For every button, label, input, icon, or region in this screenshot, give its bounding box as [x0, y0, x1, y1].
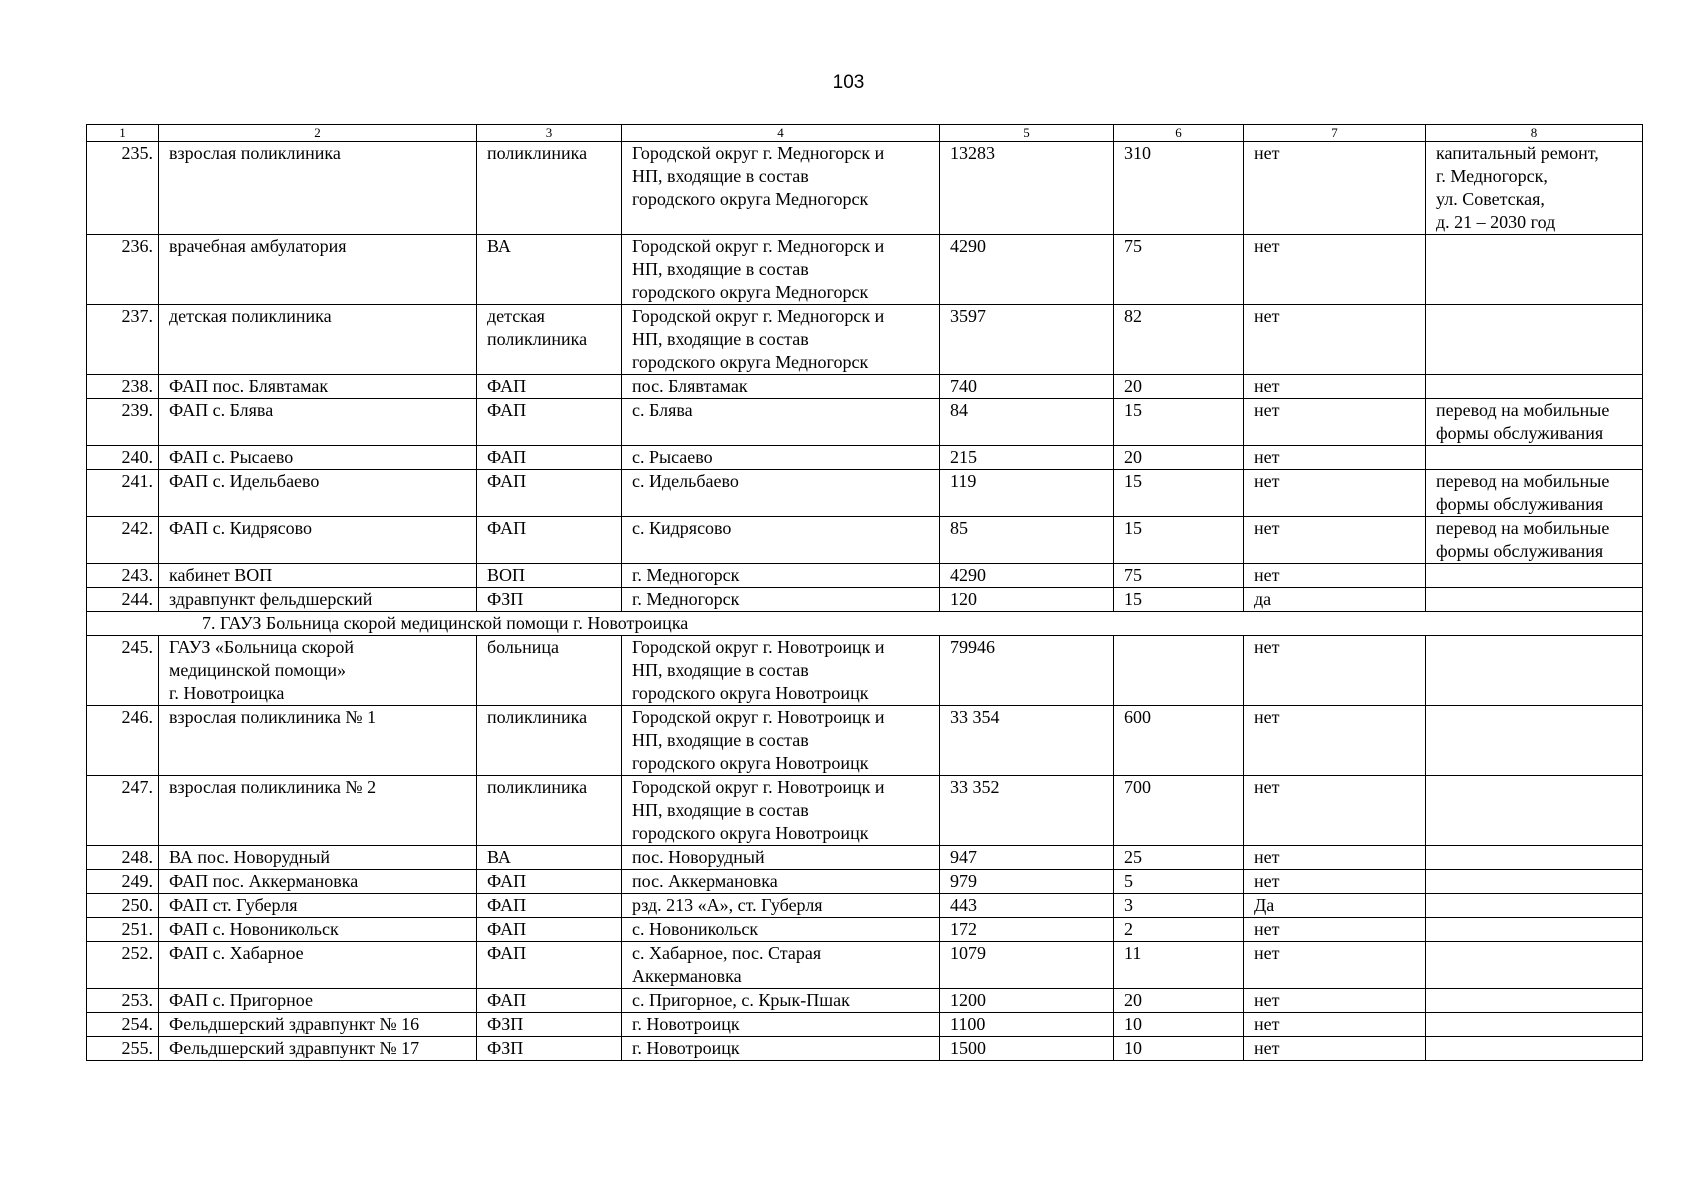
facility-name-line: детская поликлиника	[169, 306, 332, 326]
facility-type-line: ФАП	[487, 400, 527, 420]
facility-type	[477, 870, 622, 894]
column-7-value: нет	[1244, 776, 1426, 846]
column-7-value: нет	[1244, 870, 1426, 894]
column-number: 4	[622, 125, 940, 142]
column-6-value: 20	[1114, 375, 1244, 399]
table-row	[87, 918, 1643, 942]
table-row	[87, 470, 1643, 517]
facility-name-line: г. Новотроицка	[169, 683, 285, 703]
service-area-line: пос. Новорудный	[632, 847, 765, 867]
facility-name	[159, 989, 477, 1013]
column-number: 8	[1426, 125, 1643, 142]
facility-type-line: ФАП	[487, 943, 527, 963]
facility-type	[477, 470, 622, 517]
column-7-value: нет	[1244, 517, 1426, 564]
column-7-value: нет	[1244, 942, 1426, 989]
column-number-header	[87, 125, 1643, 142]
facility-type-line: ФАП	[487, 376, 527, 396]
facility-type	[477, 918, 622, 942]
service-area	[622, 776, 940, 846]
row-number: 242.	[87, 517, 159, 564]
service-area	[622, 375, 940, 399]
service-area-line: городского округа Медногорск	[632, 282, 869, 302]
facility-name-line: ФАП с. Рысаево	[169, 447, 294, 467]
service-area-line: Городской округ г. Новотроицк и	[632, 637, 885, 657]
service-area	[622, 399, 940, 446]
facility-type	[477, 846, 622, 870]
facility-name	[159, 636, 477, 706]
column-5-value: 1500	[940, 1037, 1114, 1061]
service-area-line: городского округа Новотроицк	[632, 683, 869, 703]
facility-type-line: ФАП	[487, 919, 527, 939]
service-area-line: Городской округ г. Медногорск и	[632, 306, 885, 326]
facility-type-line: ВА	[487, 236, 511, 256]
row-number: 236.	[87, 235, 159, 305]
facility-name	[159, 588, 477, 612]
facility-name	[159, 517, 477, 564]
column-8-note-line: капитальный ремонт,	[1436, 143, 1599, 163]
column-5-value: 979	[940, 870, 1114, 894]
row-number: 247.	[87, 776, 159, 846]
column-7-value: нет	[1244, 399, 1426, 446]
service-area	[622, 870, 940, 894]
facility-type-line: ФАП	[487, 895, 527, 915]
service-area	[622, 989, 940, 1013]
facility-name	[159, 942, 477, 989]
facility-name	[159, 564, 477, 588]
service-area	[622, 305, 940, 375]
table-row	[87, 399, 1643, 446]
column-6-value: 5	[1114, 870, 1244, 894]
row-number: 246.	[87, 706, 159, 776]
table-row	[87, 846, 1643, 870]
facility-name-line: ФАП с. Идельбаево	[169, 471, 320, 491]
service-area-line: г. Новотроицк	[632, 1038, 740, 1058]
facility-name-line: взрослая поликлиника	[169, 143, 341, 163]
service-area	[622, 470, 940, 517]
row-number: 248.	[87, 846, 159, 870]
service-area	[622, 1013, 940, 1037]
column-5-value: 33 352	[940, 776, 1114, 846]
column-5-value: 1200	[940, 989, 1114, 1013]
section-row	[87, 612, 1643, 636]
column-8-note-line: перевод на мобильные	[1436, 518, 1610, 538]
column-8-note-line: формы обслуживания	[1436, 494, 1604, 514]
service-area	[622, 517, 940, 564]
column-8-note-line: д. 21 – 2030 год	[1436, 212, 1556, 232]
facility-name	[159, 142, 477, 235]
service-area-line: городского округа Новотроицк	[632, 823, 869, 843]
facility-type-line: ФАП	[487, 447, 527, 467]
column-8-note	[1426, 235, 1643, 305]
column-8-note	[1426, 517, 1643, 564]
service-area-line: Городской округ г. Новотроицк и	[632, 777, 885, 797]
column-6-value: 25	[1114, 846, 1244, 870]
table-row	[87, 989, 1643, 1013]
facility-name-line: Фельдшерский здравпункт № 16	[169, 1014, 420, 1034]
column-6-value: 15	[1114, 470, 1244, 517]
column-7-value: да	[1244, 588, 1426, 612]
facility-type	[477, 894, 622, 918]
section-title: 7. ГАУЗ Больница скорой медицинской помощи г. Новотроицка	[87, 612, 1643, 636]
column-5-value: 3597	[940, 305, 1114, 375]
column-7-value: нет	[1244, 846, 1426, 870]
facility-name-line: ФАП пос. Аккермановка	[169, 871, 359, 891]
column-7-value: нет	[1244, 989, 1426, 1013]
table-row	[87, 564, 1643, 588]
column-6-value: 600	[1114, 706, 1244, 776]
facility-type	[477, 235, 622, 305]
row-number: 244.	[87, 588, 159, 612]
row-number: 251.	[87, 918, 159, 942]
facility-name	[159, 235, 477, 305]
service-area	[622, 235, 940, 305]
service-area	[622, 636, 940, 706]
facility-name	[159, 399, 477, 446]
service-area-line: городского округа Медногорск	[632, 352, 869, 372]
column-8-note-line: формы обслуживания	[1436, 541, 1604, 561]
column-8-note-line: формы обслуживания	[1436, 423, 1604, 443]
row-number: 239.	[87, 399, 159, 446]
table-row	[87, 588, 1643, 612]
column-6-value: 10	[1114, 1013, 1244, 1037]
facility-name-line: ФАП с. Блява	[169, 400, 274, 420]
table-row	[87, 517, 1643, 564]
column-8-note	[1426, 446, 1643, 470]
row-number: 255.	[87, 1037, 159, 1061]
service-area-line: с. Идельбаево	[632, 471, 739, 491]
facility-type-line: ФАП	[487, 518, 527, 538]
row-number: 249.	[87, 870, 159, 894]
facility-type	[477, 989, 622, 1013]
row-number: 241.	[87, 470, 159, 517]
facility-name	[159, 446, 477, 470]
facility-type	[477, 942, 622, 989]
column-7-value: нет	[1244, 470, 1426, 517]
column-6-value: 82	[1114, 305, 1244, 375]
facility-name-line: взрослая поликлиника № 1	[169, 707, 377, 727]
column-8-note	[1426, 305, 1643, 375]
column-5-value: 79946	[940, 636, 1114, 706]
table-row	[87, 776, 1643, 846]
column-7-value: нет	[1244, 142, 1426, 235]
column-8-note	[1426, 706, 1643, 776]
column-7-value: нет	[1244, 235, 1426, 305]
facility-type	[477, 564, 622, 588]
column-8-note	[1426, 375, 1643, 399]
column-6-value: 700	[1114, 776, 1244, 846]
column-6-value: 3	[1114, 894, 1244, 918]
facility-name-line: ФАП с. Новоникольск	[169, 919, 339, 939]
service-area-line: с. Блява	[632, 400, 693, 420]
facility-type-line: ВА	[487, 847, 511, 867]
row-number: 250.	[87, 894, 159, 918]
column-6-value: 75	[1114, 235, 1244, 305]
facility-name-line: врачебная амбулатория	[169, 236, 347, 256]
column-8-note	[1426, 399, 1643, 446]
facility-name-line: здравпункт фельдшерский	[169, 589, 373, 609]
facility-type	[477, 776, 622, 846]
column-6-value: 11	[1114, 942, 1244, 989]
table-row	[87, 636, 1643, 706]
facility-name-line: Фельдшерский здравпункт № 17	[169, 1038, 420, 1058]
facility-name-line: ФАП пос. Блявтамак	[169, 376, 329, 396]
service-area-line: НП, входящие в состав	[632, 329, 809, 349]
table-row	[87, 446, 1643, 470]
facility-type-line: поликлиника	[487, 329, 588, 349]
service-area	[622, 846, 940, 870]
column-8-note	[1426, 942, 1643, 989]
service-area-line: пос. Блявтамак	[632, 376, 748, 396]
facility-name-line: ФАП с. Пригорное	[169, 990, 313, 1010]
column-8-note-line: перевод на мобильные	[1436, 471, 1610, 491]
service-area-line: с. Новоникольск	[632, 919, 759, 939]
column-8-note-line: г. Медногорск,	[1436, 166, 1548, 186]
column-5-value: 1100	[940, 1013, 1114, 1037]
facility-type-line: ФАП	[487, 871, 527, 891]
facility-name	[159, 470, 477, 517]
column-5-value: 119	[940, 470, 1114, 517]
column-5-value: 120	[940, 588, 1114, 612]
column-7-value: нет	[1244, 1037, 1426, 1061]
service-area	[622, 706, 940, 776]
column-8-note	[1426, 989, 1643, 1013]
table-row	[87, 1037, 1643, 1061]
facility-type-line: детская	[487, 306, 545, 326]
facility-name-line: медицинской помощи»	[169, 660, 346, 680]
table-row	[87, 235, 1643, 305]
facility-type-line: поликлиника	[487, 143, 588, 163]
column-7-value: нет	[1244, 706, 1426, 776]
table-row	[87, 942, 1643, 989]
service-area-line: НП, входящие в состав	[632, 166, 809, 186]
table-body	[87, 125, 1643, 1061]
column-number: 7	[1244, 125, 1426, 142]
column-number: 5	[940, 125, 1114, 142]
column-5-value: 172	[940, 918, 1114, 942]
facility-type	[477, 375, 622, 399]
service-area-line: с. Рысаево	[632, 447, 713, 467]
column-5-value: 740	[940, 375, 1114, 399]
facility-name	[159, 776, 477, 846]
column-6-value: 15	[1114, 517, 1244, 564]
column-7-value: Да	[1244, 894, 1426, 918]
column-number: 2	[159, 125, 477, 142]
table-row	[87, 1013, 1643, 1037]
service-area	[622, 1037, 940, 1061]
facility-name	[159, 1037, 477, 1061]
column-6-value: 20	[1114, 989, 1244, 1013]
service-area-line: НП, входящие в состав	[632, 259, 809, 279]
row-number: 237.	[87, 305, 159, 375]
column-5-value: 1079	[940, 942, 1114, 989]
column-8-note	[1426, 588, 1643, 612]
facility-type	[477, 399, 622, 446]
facility-type	[477, 636, 622, 706]
column-5-value: 443	[940, 894, 1114, 918]
facility-name-line: ГАУЗ «Больница скорой	[169, 637, 355, 657]
column-number: 3	[477, 125, 622, 142]
column-6-value: 10	[1114, 1037, 1244, 1061]
row-number: 252.	[87, 942, 159, 989]
facility-name	[159, 870, 477, 894]
facility-type	[477, 446, 622, 470]
facility-type-line: ФЗП	[487, 589, 524, 609]
column-7-value: нет	[1244, 636, 1426, 706]
page-number: 103	[832, 72, 865, 93]
column-7-value: нет	[1244, 305, 1426, 375]
service-area-line: Городской округ г. Медногорск и	[632, 236, 885, 256]
table-row	[87, 706, 1643, 776]
service-area-line: с. Пригорное, с. Крык-Пшак	[632, 990, 850, 1010]
facility-type-line: ФЗП	[487, 1014, 524, 1034]
service-area	[622, 894, 940, 918]
row-number: 253.	[87, 989, 159, 1013]
column-8-note	[1426, 846, 1643, 870]
service-area-line: НП, входящие в состав	[632, 730, 809, 750]
column-5-value: 33 354	[940, 706, 1114, 776]
facility-type	[477, 305, 622, 375]
column-8-note-line: ул. Советская,	[1436, 189, 1545, 209]
facility-type-line: поликлиника	[487, 777, 588, 797]
facility-table	[86, 124, 1643, 1061]
column-6-value	[1114, 636, 1244, 706]
facility-name	[159, 846, 477, 870]
column-6-value: 310	[1114, 142, 1244, 235]
facility-type	[477, 517, 622, 564]
row-number: 240.	[87, 446, 159, 470]
facility-type-line: ФАП	[487, 471, 527, 491]
column-8-note	[1426, 142, 1643, 235]
column-number: 6	[1114, 125, 1244, 142]
facility-name-line: взрослая поликлиника № 2	[169, 777, 377, 797]
column-number: 1	[87, 125, 159, 142]
column-6-value: 20	[1114, 446, 1244, 470]
service-area-line: Городской округ г. Медногорск и	[632, 143, 885, 163]
column-8-note	[1426, 636, 1643, 706]
column-6-value: 15	[1114, 588, 1244, 612]
service-area-line: с. Хабарное, пос. Старая	[632, 943, 822, 963]
column-8-note	[1426, 1013, 1643, 1037]
column-8-note	[1426, 776, 1643, 846]
column-8-note	[1426, 870, 1643, 894]
facility-name-line: ФАП с. Хабарное	[169, 943, 304, 963]
service-area-line: г. Медногорск	[632, 565, 740, 585]
service-area	[622, 564, 940, 588]
column-8-note	[1426, 918, 1643, 942]
column-7-value: нет	[1244, 564, 1426, 588]
facility-type-line: ВОП	[487, 565, 526, 585]
column-8-note	[1426, 470, 1643, 517]
facility-type-line: поликлиника	[487, 707, 588, 727]
facility-name	[159, 706, 477, 776]
service-area	[622, 588, 940, 612]
column-7-value: нет	[1244, 375, 1426, 399]
service-area-line: с. Кидрясово	[632, 518, 732, 538]
row-number: 254.	[87, 1013, 159, 1037]
service-area	[622, 918, 940, 942]
column-5-value: 84	[940, 399, 1114, 446]
column-6-value: 75	[1114, 564, 1244, 588]
facility-name-line: кабинет ВОП	[169, 565, 273, 585]
column-8-note-line: перевод на мобильные	[1436, 400, 1610, 420]
facility-name	[159, 305, 477, 375]
row-number: 245.	[87, 636, 159, 706]
column-6-value: 2	[1114, 918, 1244, 942]
facility-name-line: ФАП ст. Губерля	[169, 895, 298, 915]
column-5-value: 85	[940, 517, 1114, 564]
facility-name-line: ВА пос. Новорудный	[169, 847, 330, 867]
facility-name	[159, 375, 477, 399]
row-number: 243.	[87, 564, 159, 588]
service-area	[622, 942, 940, 989]
facility-type-line: ФЗП	[487, 1038, 524, 1058]
service-area-line: НП, входящие в состав	[632, 660, 809, 680]
table-row	[87, 870, 1643, 894]
service-area-line: г. Медногорск	[632, 589, 740, 609]
column-8-note	[1426, 1037, 1643, 1061]
column-5-value: 947	[940, 846, 1114, 870]
facility-type	[477, 706, 622, 776]
column-5-value: 4290	[940, 235, 1114, 305]
facility-type-line: больница	[487, 637, 559, 657]
service-area-line: Городской округ г. Новотроицк и	[632, 707, 885, 727]
column-8-note	[1426, 564, 1643, 588]
facility-type	[477, 1037, 622, 1061]
facility-type-line: ФАП	[487, 990, 527, 1010]
service-area-line: городского округа Медногорск	[632, 189, 869, 209]
service-area-line: НП, входящие в состав	[632, 800, 809, 820]
facility-type	[477, 142, 622, 235]
table-row	[87, 142, 1643, 235]
table-row	[87, 894, 1643, 918]
facility-name	[159, 894, 477, 918]
service-area-line: пос. Аккермановка	[632, 871, 778, 891]
column-7-value: нет	[1244, 1013, 1426, 1037]
table-row	[87, 305, 1643, 375]
column-6-value: 15	[1114, 399, 1244, 446]
service-area-line: городского округа Новотроицк	[632, 753, 869, 773]
facility-type	[477, 588, 622, 612]
column-5-value: 215	[940, 446, 1114, 470]
facility-name-line: ФАП с. Кидрясово	[169, 518, 313, 538]
facility-name	[159, 918, 477, 942]
service-area-line: г. Новотроицк	[632, 1014, 740, 1034]
row-number: 235.	[87, 142, 159, 235]
service-area-line: Аккермановка	[632, 966, 742, 986]
facility-name	[159, 1013, 477, 1037]
column-7-value: нет	[1244, 918, 1426, 942]
service-area	[622, 142, 940, 235]
facility-type	[477, 1013, 622, 1037]
table-row	[87, 375, 1643, 399]
column-8-note	[1426, 894, 1643, 918]
service-area	[622, 446, 940, 470]
service-area-line: рзд. 213 «А», ст. Губерля	[632, 895, 823, 915]
column-5-value: 13283	[940, 142, 1114, 235]
row-number: 238.	[87, 375, 159, 399]
column-7-value: нет	[1244, 446, 1426, 470]
column-5-value: 4290	[940, 564, 1114, 588]
